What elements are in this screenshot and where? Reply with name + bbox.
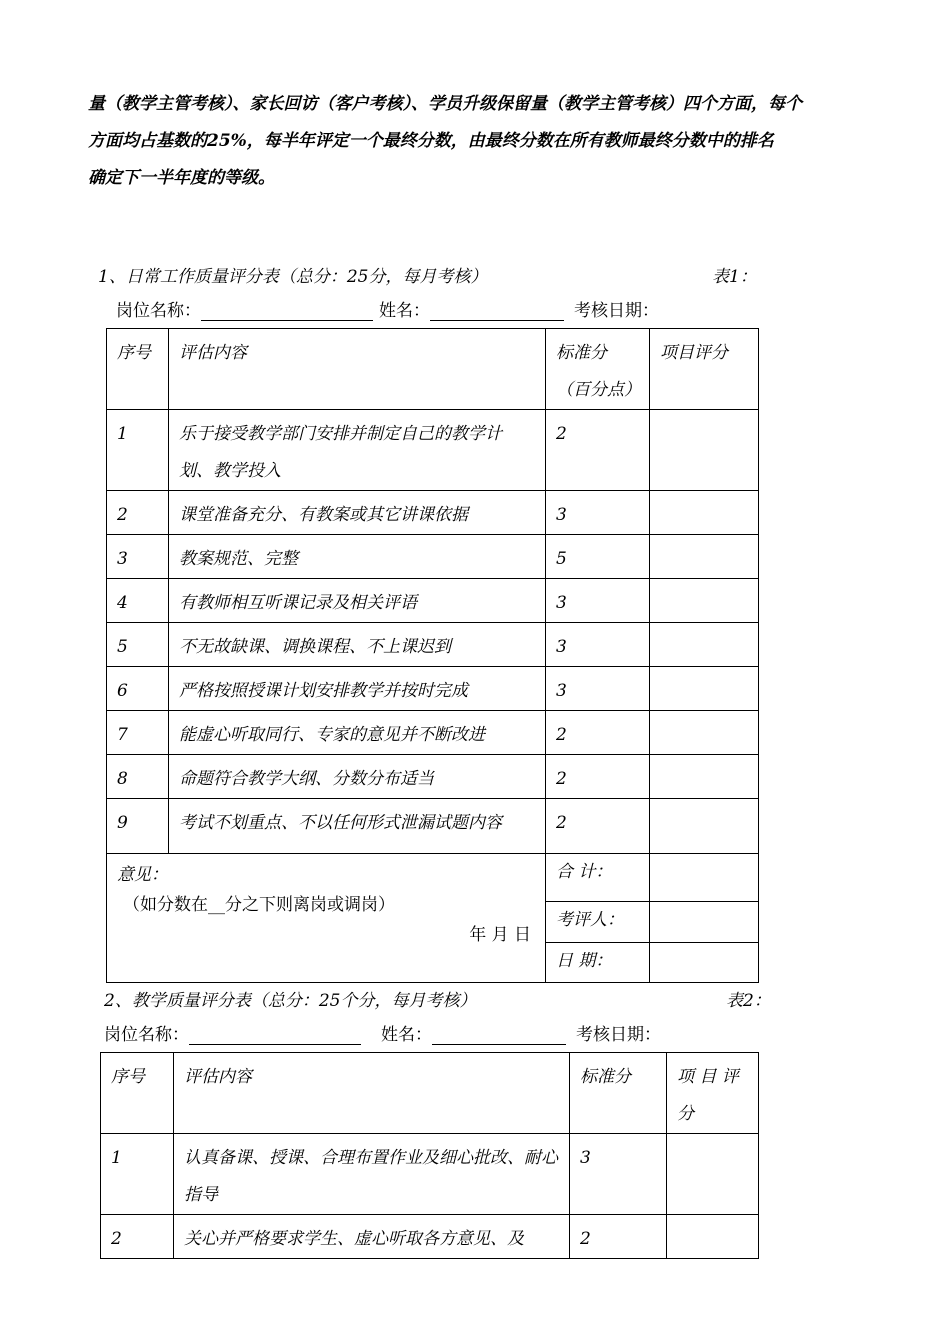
intro-line: 确定下一半年度的等级。 xyxy=(88,168,275,188)
table-row xyxy=(107,491,759,535)
footer-date-value-cell[interactable] xyxy=(650,943,759,983)
table-row xyxy=(107,711,759,755)
row-score-cell[interactable] xyxy=(650,410,759,491)
table-row xyxy=(107,623,759,667)
table1-number: 表1： xyxy=(712,267,757,287)
row-score-cell[interactable] xyxy=(667,1134,759,1215)
row-score-cell[interactable] xyxy=(650,623,759,667)
row-std: 2 xyxy=(570,1215,667,1259)
table-row xyxy=(101,1134,759,1215)
row-no: 1 xyxy=(107,410,169,491)
row-std: 2 xyxy=(546,410,650,491)
intro-line: 方面均占基数的25%，每半年评定一个最终分数，由最终分数在所有教师最终分数中的排名 xyxy=(88,131,774,151)
table-header-row xyxy=(107,329,759,410)
row-no: 2 xyxy=(107,491,169,535)
header-std-label: 标准分 xyxy=(556,343,607,363)
table1 xyxy=(106,328,759,983)
row-std: 5 xyxy=(546,535,650,579)
position-field[interactable] xyxy=(201,302,373,321)
row-content: 关心并严格要求学生、虚心听取各方意见、及 xyxy=(174,1215,570,1259)
table-row xyxy=(107,535,759,579)
row-no: 4 xyxy=(107,579,169,623)
table-row xyxy=(107,667,759,711)
table2-info-line xyxy=(104,1020,661,1045)
position-label: 岗位名称： xyxy=(116,301,201,321)
table2 xyxy=(100,1052,759,1259)
row-no: 1 xyxy=(101,1134,174,1215)
intro-paragraph xyxy=(88,86,863,197)
header-score: 项 目 评分 xyxy=(667,1053,759,1134)
header-std: 标准分 xyxy=(570,1053,667,1134)
row-no: 5 xyxy=(107,623,169,667)
row-content: 能虚心听取同行、专家的意见并不断改进 xyxy=(169,711,546,755)
reviewer-label: 考评人： xyxy=(546,902,650,943)
header-std xyxy=(546,329,650,410)
table1-title: 1、日常工作质量评分表（总分：25分，每月考核） xyxy=(98,267,488,287)
total-value-cell[interactable] xyxy=(650,854,759,902)
row-score-cell[interactable] xyxy=(650,667,759,711)
header-no: 序号 xyxy=(101,1053,174,1134)
table2-number: 表2： xyxy=(726,991,771,1011)
name-field[interactable] xyxy=(430,302,564,321)
row-no: 2 xyxy=(101,1215,174,1259)
date-label: 考核日期： xyxy=(574,301,659,321)
table-header-row xyxy=(101,1053,759,1134)
row-content: 不无故缺课、调换课程、不上课迟到 xyxy=(169,623,546,667)
row-no: 8 xyxy=(107,755,169,799)
total-label: 合 计： xyxy=(546,854,650,902)
row-std: 2 xyxy=(546,755,650,799)
row-no: 9 xyxy=(107,799,169,854)
row-content: 考试不划重点、不以任何形式泄漏试题内容 xyxy=(169,799,546,854)
name-label: 姓名： xyxy=(381,1025,432,1045)
opinion-date: 年 月 日 xyxy=(469,925,531,945)
name-field[interactable] xyxy=(432,1026,566,1045)
table-row xyxy=(101,1215,759,1259)
row-std: 3 xyxy=(546,491,650,535)
row-std: 3 xyxy=(546,667,650,711)
position-label: 岗位名称： xyxy=(104,1025,189,1045)
row-score-cell[interactable] xyxy=(650,579,759,623)
row-score-cell[interactable] xyxy=(650,491,759,535)
row-no: 3 xyxy=(107,535,169,579)
row-score-cell[interactable] xyxy=(650,755,759,799)
row-content: 认真备课、授课、合理布置作业及细心批改、耐心指导 xyxy=(174,1134,570,1215)
opinion-cell[interactable] xyxy=(107,854,546,983)
row-content: 教案规范、完整 xyxy=(169,535,546,579)
row-score-cell[interactable] xyxy=(650,711,759,755)
row-no: 7 xyxy=(107,711,169,755)
row-std: 2 xyxy=(546,799,650,854)
header-content: 评估内容 xyxy=(174,1053,570,1134)
table-row xyxy=(107,799,759,854)
header-score: 项目评分 xyxy=(650,329,759,410)
header-std-sub: （百分点） xyxy=(556,380,641,400)
name-label: 姓名： xyxy=(379,301,430,321)
opinion-label: 意见： xyxy=(117,865,168,885)
header-content: 评估内容 xyxy=(169,329,546,410)
table-row xyxy=(107,579,759,623)
row-no: 6 xyxy=(107,667,169,711)
table-row xyxy=(107,755,759,799)
opinion-note: （如分数在__分之下则离岗或调岗） xyxy=(123,895,395,915)
footer-row xyxy=(107,854,759,902)
table1-info-line xyxy=(116,296,659,321)
table-row xyxy=(107,410,759,491)
row-score-cell[interactable] xyxy=(650,535,759,579)
row-std: 3 xyxy=(570,1134,667,1215)
row-content: 乐于接受教学部门安排并制定自己的教学计划、教学投入 xyxy=(169,410,546,491)
intro-line: 量（教学主管考核）、家长回访（客户考核）、学员升级保留量（教学主管考核）四个方面，每个 xyxy=(88,94,802,114)
table2-title: 2、教学质量评分表（总分：25个分，每月考核） xyxy=(104,991,477,1011)
row-content: 有教师相互听课记录及相关评语 xyxy=(169,579,546,623)
row-content: 严格按照授课计划安排教学并按时完成 xyxy=(169,667,546,711)
row-content: 课堂准备充分、有教案或其它讲课依据 xyxy=(169,491,546,535)
header-no: 序号 xyxy=(107,329,169,410)
row-score-cell[interactable] xyxy=(650,799,759,854)
date-label: 考核日期： xyxy=(576,1025,661,1045)
row-score-cell[interactable] xyxy=(667,1215,759,1259)
row-std: 3 xyxy=(546,623,650,667)
row-std: 2 xyxy=(546,711,650,755)
row-content: 命题符合教学大纲、分数分布适当 xyxy=(169,755,546,799)
reviewer-value-cell[interactable] xyxy=(650,902,759,943)
footer-date-label: 日 期： xyxy=(546,943,650,983)
position-field[interactable] xyxy=(189,1026,361,1045)
row-std: 3 xyxy=(546,579,650,623)
